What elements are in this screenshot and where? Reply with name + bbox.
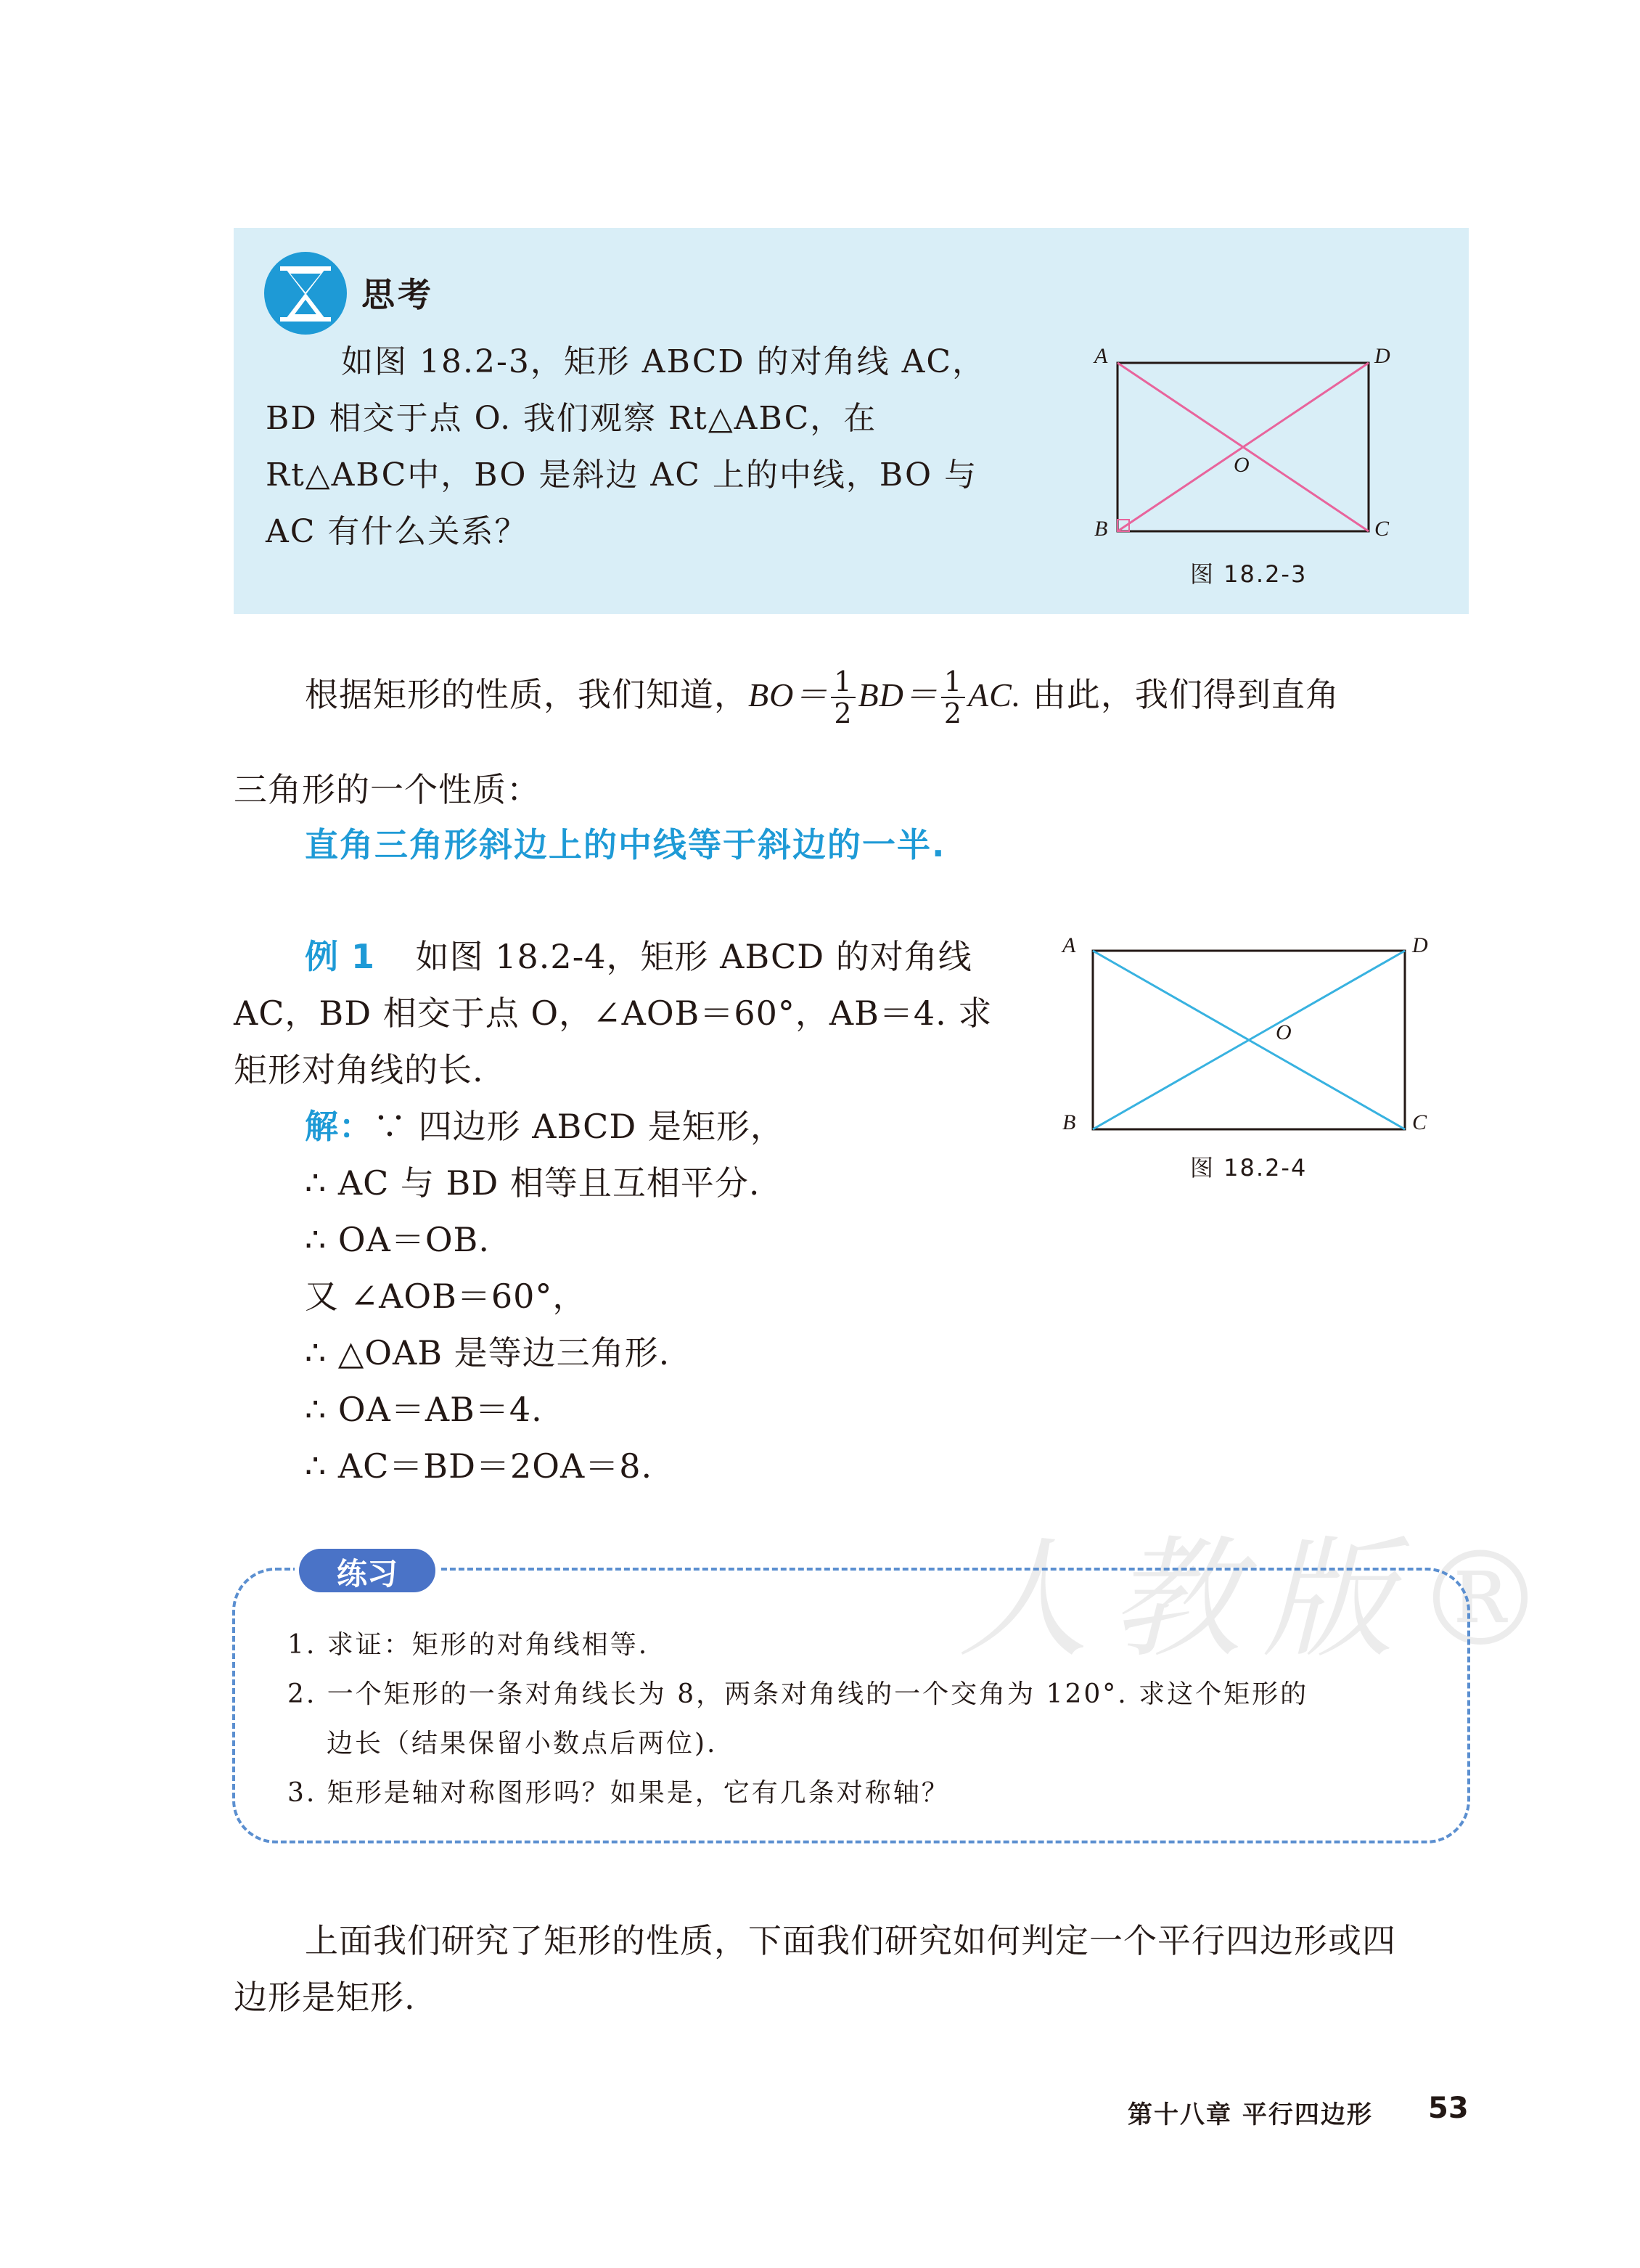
think-line-1: 如图 18.2-3，矩形 ABCD 的对角线 AC， — [341, 343, 986, 380]
expr-bd: BD＝ — [858, 676, 938, 713]
fraction-half — [831, 668, 855, 727]
example-line-3: 矩形对角线的长. — [234, 1050, 484, 1089]
closing-line-1: 上面我们研究了矩形的性质，下面我们研究如何判定一个平行四边形或四 — [305, 1921, 1396, 1960]
example-text: 如图 18.2-4，矩形 ABCD 的对角线 — [415, 937, 972, 976]
practice-item-1: 1. 求证：矩形的对角线相等. — [287, 1630, 649, 1660]
property-line-1 — [305, 668, 1340, 727]
fraction-half — [941, 668, 965, 727]
think-line-3: Rt△ABC中，BO 是斜边 AC 上的中线，BO 与 — [266, 457, 978, 494]
fraction-numerator: 1 — [831, 668, 855, 698]
figure-18-2-4 — [1074, 936, 1422, 1139]
example-line-1 — [305, 930, 972, 978]
practice-title: 练习 — [336, 1556, 398, 1592]
expr-ac: AC. — [968, 676, 1022, 713]
fraction-denominator: 2 — [834, 697, 853, 729]
solution-step: ∴ AC＝BD＝2OA＝8. — [305, 1446, 653, 1486]
example-line-2: AC，BD 相交于点 O，∠AOB＝60°，AB＝4. 求 — [234, 994, 993, 1033]
think-title: 思考 — [361, 275, 434, 314]
watermark: 人教版® — [958, 1524, 1568, 1676]
solution-step: ∴ △OAB 是等边三角形. — [305, 1333, 671, 1372]
footer-chapter: 第十八章 平行四边形 — [1128, 2100, 1373, 2129]
solution-step: ∴ AC 与 BD 相等且互相平分. — [305, 1163, 760, 1203]
fraction-denominator: 2 — [943, 697, 963, 729]
property-text: 根据矩形的性质，我们知道， — [305, 675, 748, 714]
example-label: 例 1 — [305, 937, 376, 976]
solution-line-1 — [305, 1100, 784, 1148]
solution-step: ∴ OA＝OB. — [305, 1220, 490, 1259]
fraction-numerator: 1 — [941, 668, 965, 698]
practice-item-3: 3. 矩形是轴对称图形吗？如果是，它有几条对称轴？ — [287, 1778, 950, 1808]
think-line-4: AC 有什么关系？ — [266, 513, 528, 550]
figure-caption: 图 18.2-4 — [1190, 1154, 1308, 1182]
label-c: C — [1374, 517, 1390, 541]
solution-step: ∴ OA＝AB＝4. — [305, 1390, 543, 1429]
figure-18-2-3 — [1088, 341, 1408, 559]
label-a: A — [1094, 344, 1108, 368]
label-c: C — [1412, 1110, 1427, 1134]
property-text: 由此，我们得到直角 — [1021, 675, 1340, 714]
solution-step: 又 ∠AOB＝60°， — [305, 1277, 587, 1316]
label-a: A — [1062, 933, 1076, 957]
closing-line-2: 边形是矩形. — [234, 1978, 416, 2017]
figure-caption: 图 18.2-3 — [1190, 560, 1308, 588]
label-o: O — [1276, 1020, 1292, 1044]
practice-item-2-cont: 边长（结果保留小数点后两位). — [327, 1729, 718, 1759]
hourglass-icon — [264, 252, 347, 335]
label-d: D — [1374, 344, 1390, 368]
think-line-2: BD 相交于点 O. 我们观察 Rt△ABC，在 — [266, 400, 877, 437]
label-b: B — [1094, 517, 1108, 541]
solution-label: 解： — [305, 1107, 373, 1146]
expr-bo: BO＝ — [748, 676, 829, 713]
label-d: D — [1412, 933, 1428, 957]
property-line-2: 三角形的一个性质： — [234, 770, 541, 809]
practice-item-2: 2. 一个矩形的一条对角线长为 8，两条对角线的一个交角为 120°. 求这个矩形的 — [287, 1679, 1309, 1709]
label-b: B — [1062, 1110, 1076, 1134]
property-statement: 直角三角形斜边上的中线等于斜边的一半. — [305, 825, 946, 864]
solution-text: ∵ 四边形 ABCD 是矩形， — [373, 1107, 784, 1146]
page-number: 53 — [1428, 2092, 1469, 2125]
label-o: O — [1234, 453, 1250, 477]
